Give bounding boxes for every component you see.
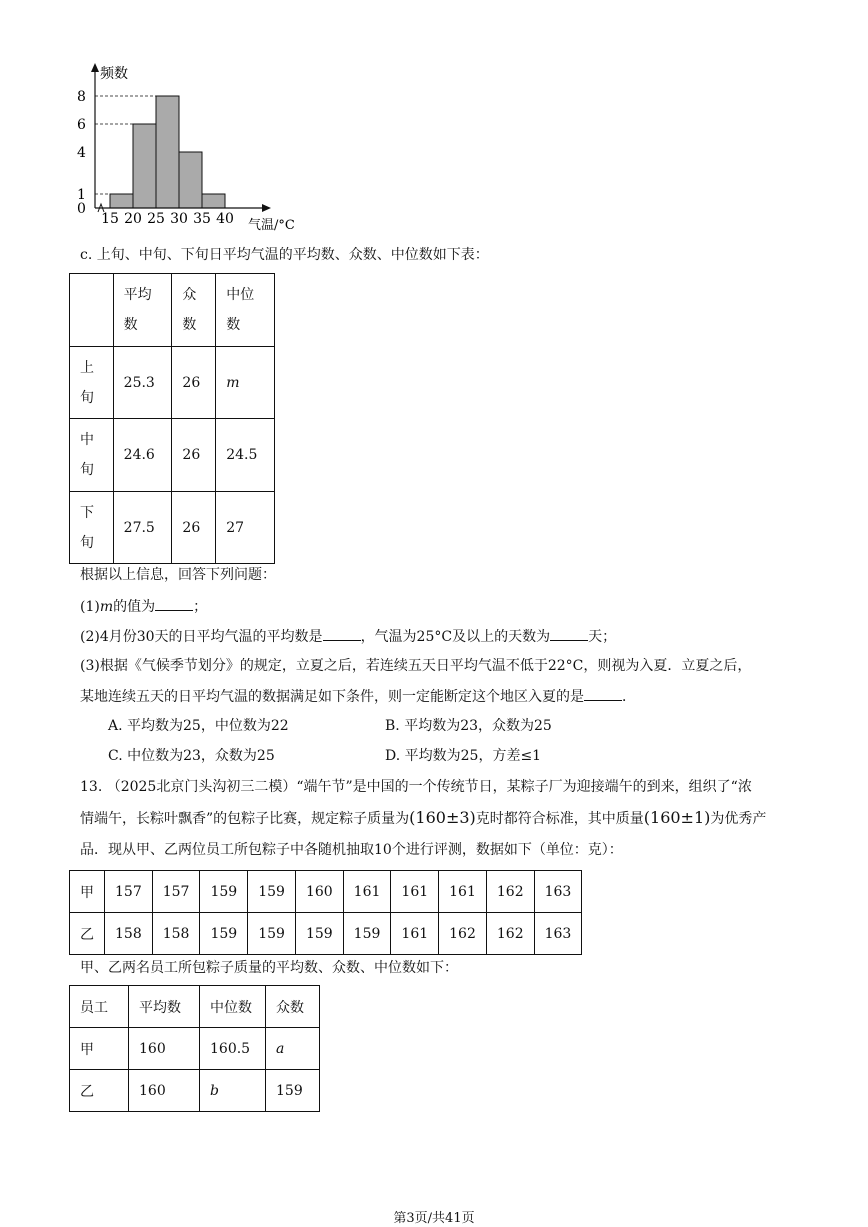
table2-cell: 162: [486, 913, 534, 955]
question-13-line-1: 13. （2025北京门头沟初三二模）“端午节”是中国的一个传统节日，某粽子厂为迎接端午的到来，组织了“浓: [80, 779, 752, 795]
table1-cell: 27.5: [113, 492, 172, 564]
histogram-bar: [156, 96, 179, 208]
table2-cell: 162: [439, 913, 487, 955]
table1-row-label: 中旬: [70, 419, 114, 492]
x-tick-label: 20: [124, 211, 142, 227]
q2-blank-2: [550, 626, 588, 641]
table3-cell: b: [200, 1070, 266, 1112]
q2-text-2: ，气温为25°C及以上的天数为: [360, 629, 551, 645]
q1-answer-blank: [155, 596, 193, 611]
table2-cell: 163: [534, 913, 582, 955]
table2-cell: 161: [391, 871, 439, 913]
histogram-bar: [202, 194, 225, 208]
q3-blank: [584, 686, 622, 701]
table1-cell: 24.5: [216, 419, 275, 492]
x-tick-label: 35: [193, 211, 211, 227]
table1-corner: [70, 274, 114, 347]
table2-row-jia: [70, 871, 582, 913]
q13-text-a: 情端午，长粽叶飘香”的包粽子比赛，规定粽子质量为: [80, 811, 410, 827]
table1-cell: 24.6: [113, 419, 172, 492]
table2-row-label: 乙: [70, 913, 105, 955]
histogram-bar: [133, 124, 156, 208]
question-2: [80, 626, 616, 647]
histogram-bar: [179, 152, 202, 208]
table3-row: [70, 1028, 320, 1070]
table3-cell: a: [266, 1028, 320, 1070]
q13-range-standard: (160±3): [409, 808, 476, 827]
table3-cell: 160: [129, 1070, 200, 1112]
x-tick-label: 25: [147, 211, 165, 227]
question-13-line-3: 品．现从甲、乙两位员工所包粽子中各随机抽取10个进行评测，数据如下（单位：克）：: [80, 842, 623, 858]
intro-c: c. 上旬、中旬、下旬日平均气温的平均数、众数、中位数如下表：: [80, 247, 489, 263]
y-tick-label: 8: [77, 89, 86, 105]
table3-row-label: 甲: [70, 1028, 129, 1070]
question-1: [80, 596, 207, 617]
answer-prompt: 根据以上信息，回答下列问题：: [80, 567, 276, 583]
table1-row-label: 上旬: [70, 347, 114, 419]
table1-row: [70, 347, 275, 419]
q1-end: ；: [193, 599, 208, 615]
q3-end: ．: [622, 689, 636, 705]
table2-cell: 162: [486, 871, 534, 913]
question-13-line-2: [80, 808, 766, 829]
q13-range-excellent: (160±1): [643, 808, 711, 827]
stats-table-1: [69, 273, 275, 564]
y-tick-label: 1: [77, 187, 86, 203]
zongzi-mass-table: [69, 870, 582, 955]
histogram-bar: [110, 194, 133, 208]
table2-cell: 158: [152, 913, 200, 955]
table1-row: [70, 419, 275, 492]
option-a: A. 平均数为25，中位数为22: [108, 718, 289, 734]
q2-blank-1: [323, 626, 361, 641]
table1-cell: 27: [216, 492, 275, 564]
table1-cell: 26: [172, 419, 216, 492]
table3-row-label: 乙: [70, 1070, 129, 1112]
stats-table-2: [69, 985, 320, 1112]
table2-cell: 161: [343, 871, 391, 913]
table1-row: [70, 492, 275, 564]
option-d: D. 平均数为25，方差≤1: [385, 748, 542, 764]
x-tick-label: 15: [101, 211, 119, 227]
table1-cell: 26: [172, 492, 216, 564]
q3-text: 某地连续五天的日平均气温的数据满足如下条件，则一定能断定这个地区入夏的是: [80, 689, 584, 705]
table1-row-label: 下旬: [70, 492, 114, 564]
y-tick-label: 4: [77, 145, 86, 161]
x-tick-label: 40: [216, 211, 234, 227]
page-footer: 第3页/共41页: [393, 1211, 475, 1226]
temperature-histogram: [70, 60, 310, 235]
table1-cell: 26: [172, 347, 216, 419]
table2-cell: 163: [534, 871, 582, 913]
table2-cell: 160: [295, 871, 343, 913]
table2-row-label: 甲: [70, 871, 105, 913]
x-tick-label: 30: [170, 211, 188, 227]
table1-cell: 25.3: [113, 347, 172, 419]
x-axis-label: 气温/°C: [248, 218, 295, 233]
table3-header-row: [70, 986, 320, 1028]
table3-intro: 甲、乙两名员工所包粽子质量的平均数、众数、中位数如下：: [80, 960, 458, 976]
table2-cell: 159: [248, 913, 296, 955]
table2-cell: 157: [152, 871, 200, 913]
y-tick-label: 0: [77, 201, 86, 217]
table2-cell: 161: [391, 913, 439, 955]
table3-row: [70, 1070, 320, 1112]
q13-text-e: 为优秀产: [710, 811, 767, 827]
table3-cell: 160.5: [200, 1028, 266, 1070]
table2-row-yi: [70, 913, 582, 955]
table2-cell: 159: [295, 913, 343, 955]
table1-header-mode: 众数: [172, 274, 216, 347]
table2-cell: 159: [200, 913, 248, 955]
table1-header-median: 中位数: [216, 274, 275, 347]
table3-cell: 159: [266, 1070, 320, 1112]
option-b: B. 平均数为23，众数为25: [385, 718, 552, 734]
q1-text: 的值为: [113, 599, 156, 615]
table3-header-mode: 众数: [266, 986, 320, 1028]
table2-cell: 157: [105, 871, 153, 913]
question-3-line-1: (3)根据《气候季节划分》的规定，立夏之后，若连续五天日平均气温不低于22°C，则视为入夏．立夏之后，: [80, 658, 752, 674]
table1-header-row: [70, 274, 275, 347]
table3-header-mean: 平均数: [129, 986, 200, 1028]
option-c: C. 中位数为23，众数为25: [108, 748, 275, 764]
q1-number: (1): [80, 599, 100, 615]
table2-cell: 161: [439, 871, 487, 913]
q2-end: 天；: [588, 629, 617, 645]
table1-cell: m: [216, 347, 275, 419]
table3-header-employee: 员工: [70, 986, 129, 1028]
table2-cell: 158: [105, 913, 153, 955]
question-3-line-2: [80, 686, 636, 707]
q1-variable: m: [99, 599, 114, 615]
table3-cell: 160: [129, 1028, 200, 1070]
q2-text: (2)4月份30天的日平均气温的平均数是: [80, 629, 323, 645]
table2-cell: 159: [200, 871, 248, 913]
y-tick-label: 6: [77, 117, 86, 133]
table3-header-median: 中位数: [200, 986, 266, 1028]
table2-cell: 159: [248, 871, 296, 913]
table1-header-mean: 平均数: [113, 274, 172, 347]
y-axis-label: 频数: [100, 66, 128, 82]
table2-cell: 159: [343, 913, 391, 955]
q13-text-c: 克时都符合标准，其中质量: [475, 811, 644, 827]
